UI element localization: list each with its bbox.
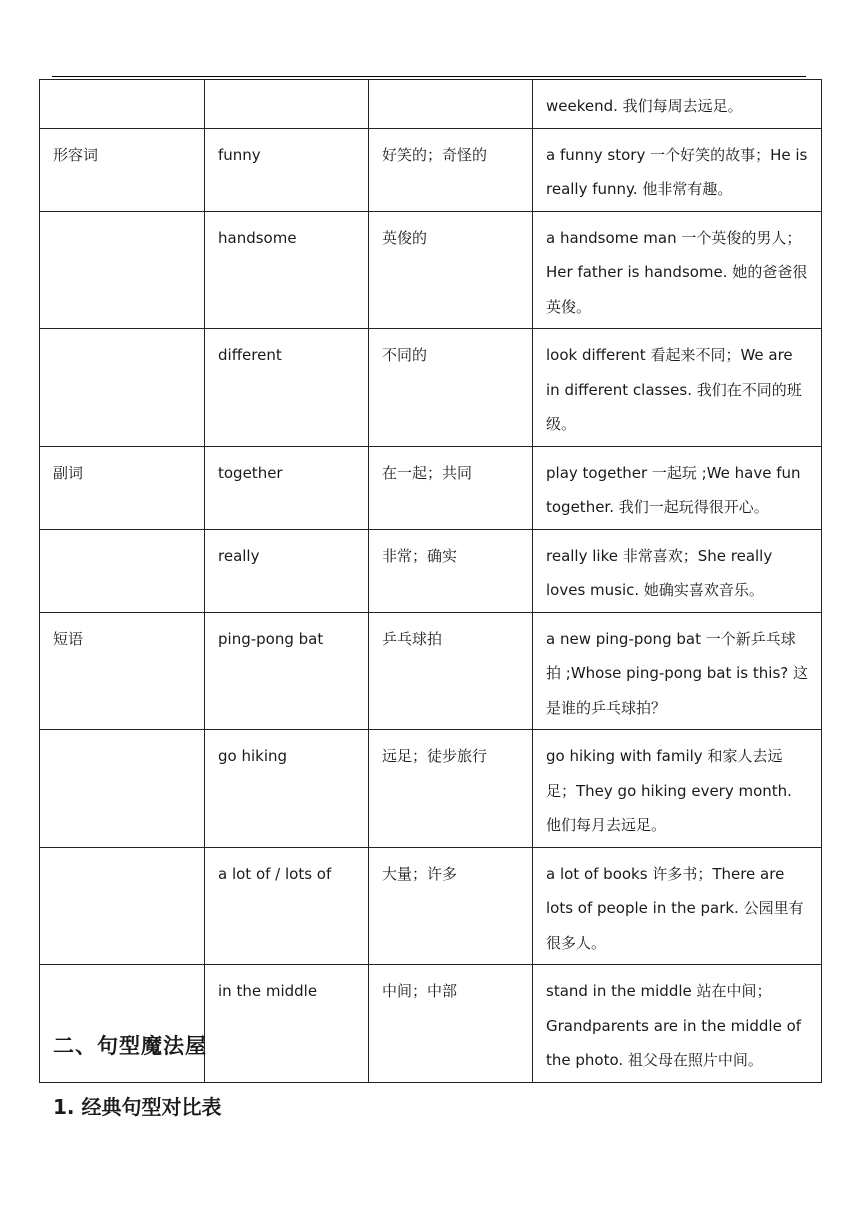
meaning-cell: 非常；确实 <box>369 529 533 612</box>
word-cell: really <box>205 529 369 612</box>
table-row <box>40 612 822 730</box>
example-cell: a handsome man 一个英俊的男人；Her father is handsome. 她的爸爸很英俊。 <box>533 211 822 329</box>
meaning-cell <box>369 80 533 129</box>
table-row <box>40 730 822 848</box>
word-cell: ping-pong bat <box>205 612 369 730</box>
meaning-cell: 乒乓球拍 <box>369 612 533 730</box>
vocabulary-table <box>39 79 822 1083</box>
word-cell: in the middle <box>205 965 369 1083</box>
meaning-cell: 远足；徒步旅行 <box>369 730 533 848</box>
meaning-cell: 在一起；共同 <box>369 446 533 529</box>
category-cell: 短语 <box>40 612 205 730</box>
example-cell: a new ping-pong bat 一个新乒乓球拍 ;Whose ping-pong bat is this? 这是谁的乒乓球拍？ <box>533 612 822 730</box>
table-row <box>40 329 822 447</box>
category-cell <box>40 211 205 329</box>
category-cell <box>40 329 205 447</box>
section-heading: 二、句型魔法屋 <box>53 1034 207 1058</box>
example-cell: a lot of books 许多书；There are lots of people in the park. 公园里有很多人。 <box>533 847 822 965</box>
example-cell: a funny story 一个好笑的故事；He is really funny. 他非常有趣。 <box>533 128 822 211</box>
meaning-cell: 英俊的 <box>369 211 533 329</box>
category-cell <box>40 529 205 612</box>
category-cell <box>40 730 205 848</box>
category-cell: 副词 <box>40 446 205 529</box>
category-cell: 形容词 <box>40 128 205 211</box>
word-cell: together <box>205 446 369 529</box>
meaning-cell: 大量；许多 <box>369 847 533 965</box>
example-cell: go hiking with family 和家人去远足；They go hiking every month. 他们每月去远足。 <box>533 730 822 848</box>
word-cell: funny <box>205 128 369 211</box>
word-cell: a lot of / lots of <box>205 847 369 965</box>
category-cell <box>40 847 205 965</box>
example-cell: stand in the middle 站在中间；Grandparents are in the middle of the photo. 祖父母在照片中间。 <box>533 965 822 1083</box>
word-cell: handsome <box>205 211 369 329</box>
table-row <box>40 529 822 612</box>
meaning-cell: 不同的 <box>369 329 533 447</box>
category-cell <box>40 965 205 1083</box>
table-row <box>40 847 822 965</box>
word-cell: go hiking <box>205 730 369 848</box>
table-row <box>40 965 822 1083</box>
table-row <box>40 446 822 529</box>
example-cell: really like 非常喜欢；She really loves music. 她确实喜欢音乐。 <box>533 529 822 612</box>
meaning-cell: 好笑的；奇怪的 <box>369 128 533 211</box>
table-row <box>40 80 822 129</box>
word-cell <box>205 80 369 129</box>
table-row <box>40 128 822 211</box>
example-cell: look different 看起来不同；We are in different classes. 我们在不同的班级。 <box>533 329 822 447</box>
header-rule <box>52 76 806 77</box>
category-cell <box>40 80 205 129</box>
example-cell: weekend. 我们每周去远足。 <box>533 80 822 129</box>
word-cell: different <box>205 329 369 447</box>
example-cell: play together 一起玩 ;We have fun together. 我们一起玩得很开心。 <box>533 446 822 529</box>
meaning-cell: 中间；中部 <box>369 965 533 1083</box>
table-row <box>40 211 822 329</box>
section-subheading: 1. 经典句型对比表 <box>53 1095 222 1119</box>
